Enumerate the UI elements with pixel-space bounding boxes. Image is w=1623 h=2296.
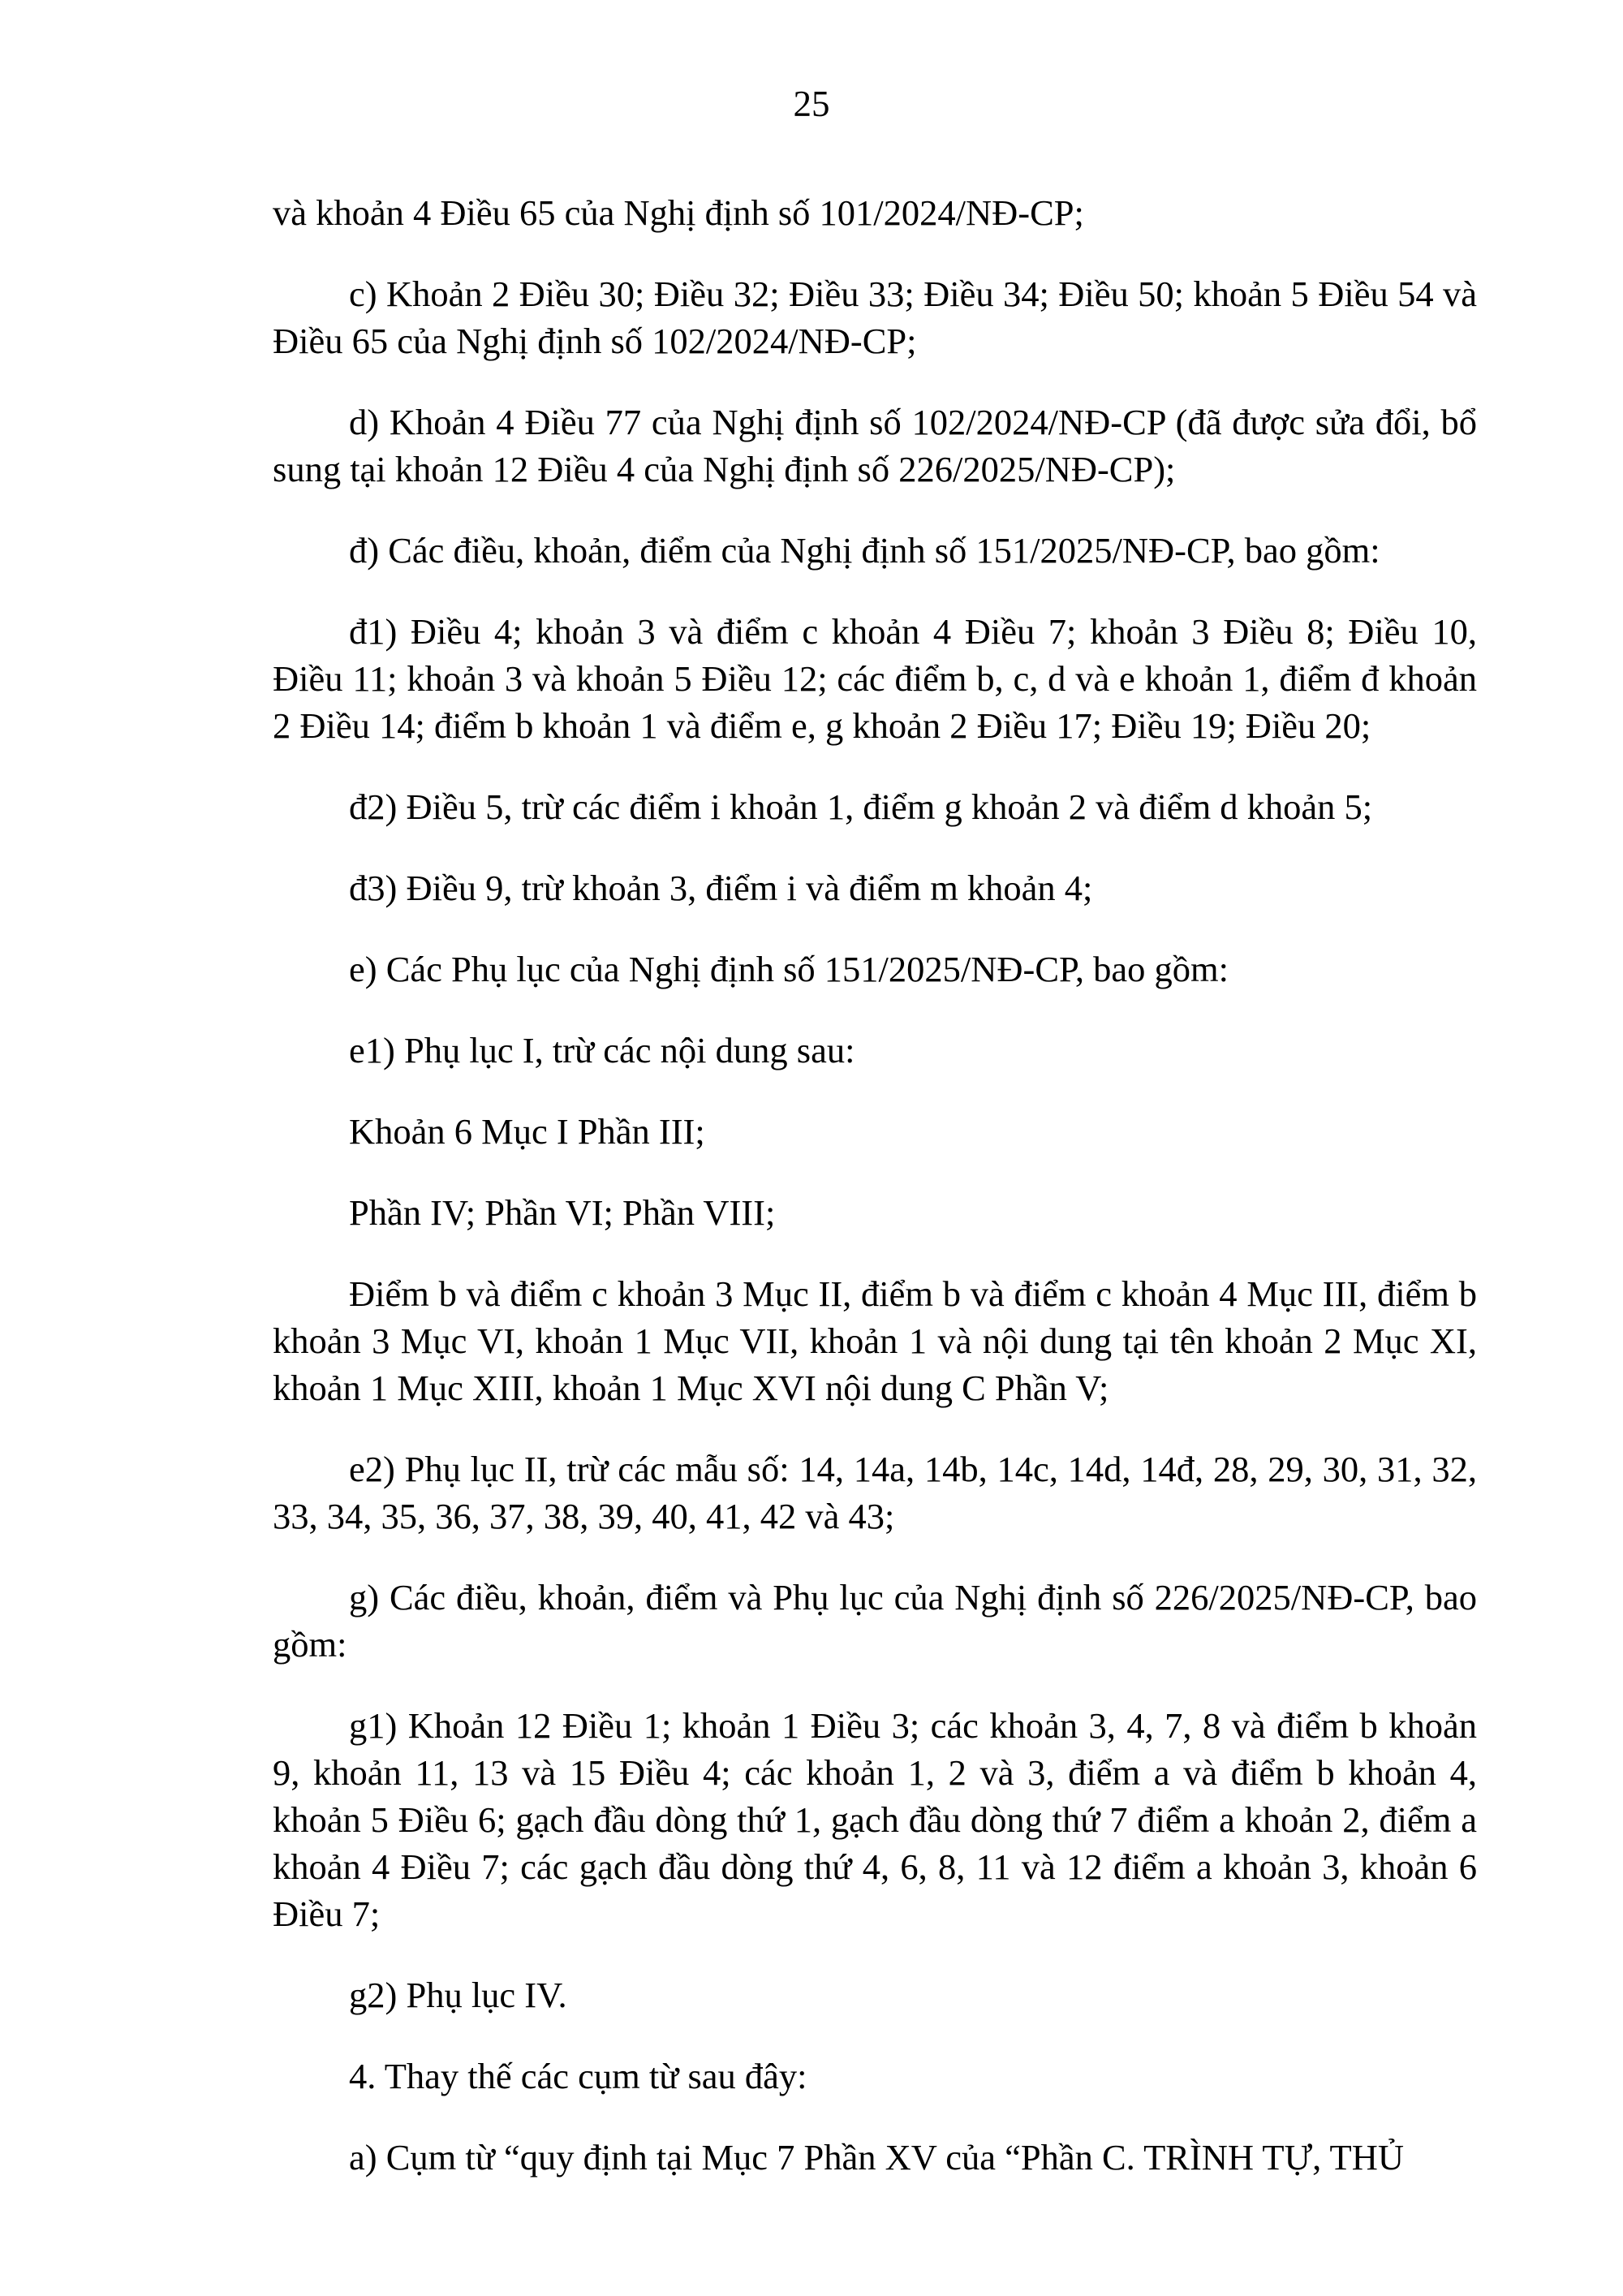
paragraph: e) Các Phụ lục của Nghị định số 151/2025/NĐ-CP, bao gồm: <box>349 949 1229 989</box>
document-body <box>273 189 1477 2215</box>
paragraph: d) Khoản 4 Điều 77 của Nghị định số 102/2024/NĐ-CP (đã được sửa đổi, bổ sung tại khoản 12 Điều 4 của Nghị định số 226/2025/NĐ-CP); <box>273 402 1477 489</box>
paragraph: e2) Phụ lục II, trừ các mẫu số: 14, 14a, 14b, 14c, 14d, 14đ, 28, 29, 30, 31, 32, 33, 34, 35, 36, 37, 38, 39, 40, 41, 42 và 43; <box>273 1449 1477 1536</box>
paragraph: g) Các điều, khoản, điểm và Phụ lục của Nghị định số 226/2025/NĐ-CP, bao gồm: <box>273 1577 1477 1665</box>
paragraph: e1) Phụ lục I, trừ các nội dung sau: <box>349 1030 855 1070</box>
paragraph: đ) Các điều, khoản, điểm của Nghị định số 151/2025/NĐ-CP, bao gồm: <box>349 530 1380 571</box>
paragraph: 4. Thay thế các cụm từ sau đây: <box>349 2056 807 2096</box>
paragraph: đ2) Điều 5, trừ các điểm i khoản 1, điểm g khoản 2 và điểm d khoản 5; <box>349 786 1373 827</box>
page-number: 25 <box>793 84 830 124</box>
paragraph: Điểm b và điểm c khoản 3 Mục II, điểm b và điểm c khoản 4 Mục III, điểm b khoản 3 Mục VI, khoản 1 Mục VII, khoản 1 và nội dung tại tên khoản 2 Mục XI, khoản 1 Mục XIII, khoản 1 Mục XVI nội dung C Phần V; <box>273 1273 1477 1408</box>
paragraph: đ3) Điều 9, trừ khoản 3, điểm i và điểm m khoản 4; <box>349 868 1093 908</box>
paragraph: và khoản 4 Điều 65 của Nghị định số 101/2024/NĐ-CP; <box>273 192 1084 233</box>
paragraph: Khoản 6 Mục I Phần III; <box>349 1111 705 1152</box>
paragraph: g1) Khoản 12 Điều 1; khoản 1 Điều 3; các khoản 3, 4, 7, 8 và điểm b khoản 9, khoản 11, 13 và 15 Điều 4; các khoản 1, 2 và 3, điểm a và điểm b khoản 4, khoản 5 Điều 6; gạch đầu dòng thứ 1, gạch đầu dòng thứ 7 điểm a khoản 2, điểm a khoản 4 Điều 7; các gạch đầu dòng thứ 4, 6, 8, 11 và 12 điểm a khoản 3, khoản 6 Điều 7; <box>273 1705 1477 1934</box>
paragraph: a) Cụm từ “quy định tại Mục 7 Phần XV của “Phần C. TRÌNH TỰ, THỦ <box>349 2137 1404 2178</box>
paragraph: đ1) Điều 4; khoản 3 và điểm c khoản 4 Điều 7; khoản 3 Điều 8; Điều 10, Điều 11; khoản 3 và khoản 5 Điều 12; các điểm b, c, d và e khoản 1, điểm đ khoản 2 Điều 14; điểm b khoản 1 và điểm e, g khoản 2 Điều 17; Điều 19; Điều 20; <box>273 611 1477 746</box>
paragraph: Phần IV; Phần VI; Phần VIII; <box>349 1192 776 1233</box>
paragraph: g2) Phụ lục IV. <box>349 1975 567 2015</box>
paragraph: c) Khoản 2 Điều 30; Điều 32; Điều 33; Điều 34; Điều 50; khoản 5 Điều 54 và Điều 65 của Nghị định số 102/2024/NĐ-CP; <box>273 274 1477 361</box>
